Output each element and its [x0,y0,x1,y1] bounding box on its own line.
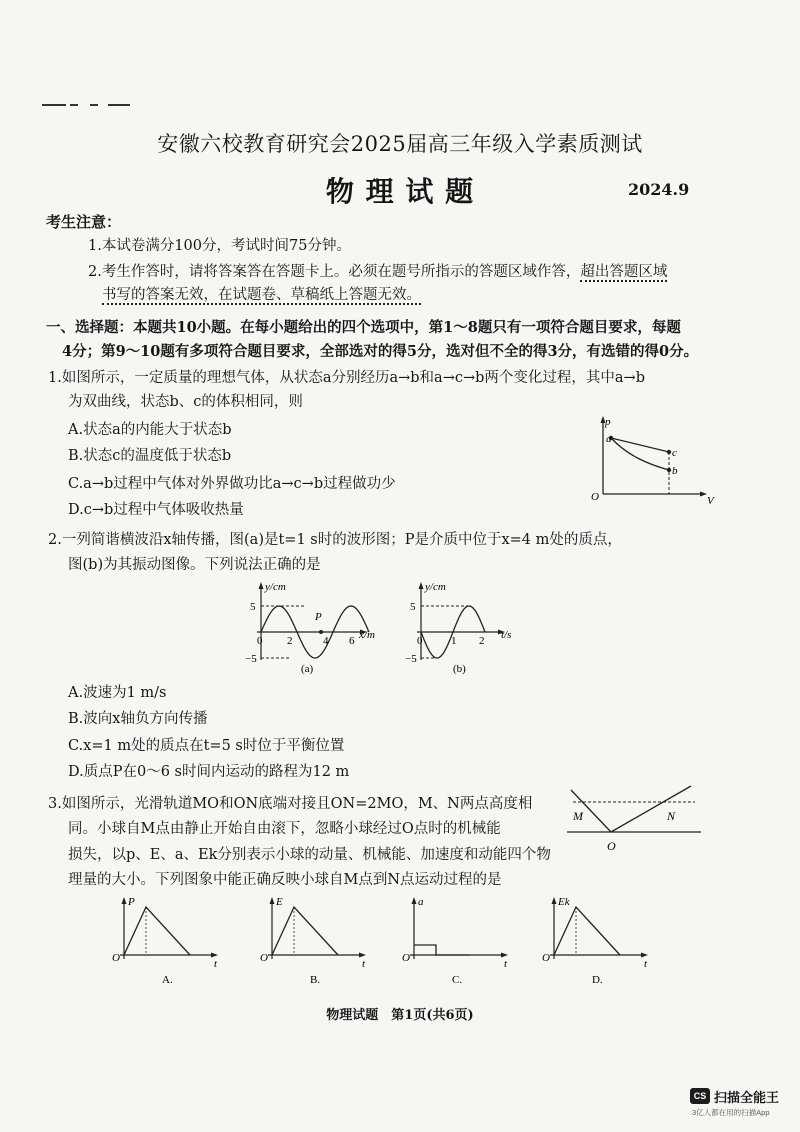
notice-item-2 [88,262,667,282]
tick-neg5: −5 [245,653,257,665]
graph-origin: O [402,952,410,964]
corner-mark [70,104,78,106]
q2-option-a: A.波速为1 m/s [68,685,167,701]
q3-stem-3: 损失，以p、E、a、Ek分别表示小球的动量、机械能、加速度和动能四个物 [68,847,551,863]
q3-graph-3 [400,893,525,988]
graph-origin: O [260,952,268,964]
q3-graph-4 [540,893,665,988]
graph-y-label: P [128,896,135,908]
notice-item-2-text: 2.考生作答时，请将答案答在答题卡上。必须在题号所指示的答题区域作答， [88,264,581,280]
origin: O [591,491,599,503]
q1-pv-diagram [585,412,715,507]
tick-5: 5 [250,601,256,613]
q3-graph-2 [258,893,383,988]
graph-x-label: t [504,958,508,970]
section-heading-line1: 一、选择题：本题共10小题。在每小题给出的四个选项中，第1～8题只有一项符合题目要求，每题 [46,319,681,336]
graph-x-label: t [362,958,366,970]
graph-caption: A. [162,974,173,986]
axis-p: p [605,416,611,428]
point-b: b [672,465,678,477]
q2-vibration-graph [405,580,525,675]
graph-origin: O [112,952,120,964]
notice-item-2b [102,285,421,305]
point-n: N [667,809,676,823]
axis-v: V [707,495,714,507]
cs-logo-icon [690,1088,710,1104]
q1-option-a: A.状态a的内能大于状态b [68,422,232,438]
notice-item-1: 1.本试卷满分100分，考试时间75分钟。 [88,238,351,254]
graph-x-label: t [214,958,218,970]
q3-stem-2: 同。小球自M点由静止开始自由滚下，忽略小球经过O点时的机械能 [68,821,501,837]
scanner-watermark [690,1086,795,1126]
caption-a: (a) [301,663,314,675]
tick-1: 1 [451,635,457,647]
q1-option-d: D.c→b过程中气体吸收热量 [68,502,244,518]
cs-logo-text: CS [693,1091,707,1101]
graph-caption: C. [452,974,463,986]
page-footer: 物理试题 第1页(共6页) [326,1008,474,1023]
y-label: y/cm [265,581,286,593]
notice-emphasis: 超出答题区域 [580,264,668,280]
q3-graph-1 [110,893,235,988]
tick-6: 6 [349,635,355,647]
q1-stem-1: 1.如图所示，一定质量的理想气体，从状态a分别经历a→b和a→c→b两个变化过程，其中a→b [48,370,645,386]
graph-origin: O [542,952,550,964]
caption-b: (b) [453,663,466,675]
q2-stem-2: 图(b)为其振动图像。下列说法正确的是 [68,557,321,573]
q1-option-b: B.状态c的温度低于状态b [68,448,232,464]
point-a: a [606,433,612,445]
tick-0: 0 [417,635,423,647]
app-name: 扫描全能王 [714,1090,780,1105]
point-c: c [672,447,677,459]
y-label: y/cm [425,581,446,593]
q2-stem-1: 2.一列简谐横波沿x轴传播，图(a)是t=1 s时的波形图；P是介质中位于x=4 m处的质点， [48,532,622,548]
corner-mark [42,104,66,106]
tick-2: 2 [479,635,485,647]
corner-mark [108,104,130,106]
graph-x-label: t [644,958,648,970]
tick-5: 5 [410,601,416,613]
graph-caption: B. [310,974,321,986]
q1-option-c: C.a→b过程中气体对外界做功比a→c→b过程做功少 [68,476,396,492]
graph-y-label: Ek [558,896,570,908]
tick-4: 4 [323,635,329,647]
graph-y-label: E [276,896,283,908]
section-heading-line2: 4分；第9～10题有多项符合题目要求，全部选对的得5分，选对但不全的得3分，有选错的得0分。 [62,343,699,360]
graph-y-label: a [418,896,424,908]
q3-track-diagram [565,780,705,855]
notice-title: 考生注意： [46,213,122,231]
corner-mark [90,104,98,106]
point-m: M [573,809,583,823]
point-o: O [607,839,616,853]
notice-emphasis-2: 书写的答案无效，在试题卷、草稿纸上答题无效。 [102,287,421,303]
q1-stem-2: 为双曲线，状态b、c的体积相同，则 [68,394,303,410]
point-p: P [315,611,322,623]
subject-title: 物 理 试 题 [325,175,475,208]
x-label: t/s [501,629,512,641]
q2-option-d: D.质点P在0～6 s时间内运动的路程为12 m [68,764,350,780]
app-tagline: 3亿人都在用的扫描App [692,1108,770,1117]
tick-2: 2 [287,635,293,647]
q3-stem-4: 理量的大小。下列图象中能正确反映小球自M点到N点运动过程的是 [68,872,502,888]
school-title: 安徽六校教育研究会2025届高三年级入学素质测试 [157,132,643,156]
q2-option-c: C.x=1 m处的质点在t=5 s时位于平衡位置 [68,738,345,754]
q2-option-b: B.波向x轴负方向传播 [68,711,208,727]
x-label: x/m [359,629,375,641]
graph-caption: D. [592,974,603,986]
q2-waveform-graph [245,580,385,675]
q3-stem-1: 3.如图所示，光滑轨道MO和ON底端对接且ON=2MO，M、N两点高度相 [48,796,533,812]
tick-0: 0 [257,635,263,647]
tick-neg5: −5 [405,653,417,665]
exam-date: 2024.9 [628,180,690,199]
